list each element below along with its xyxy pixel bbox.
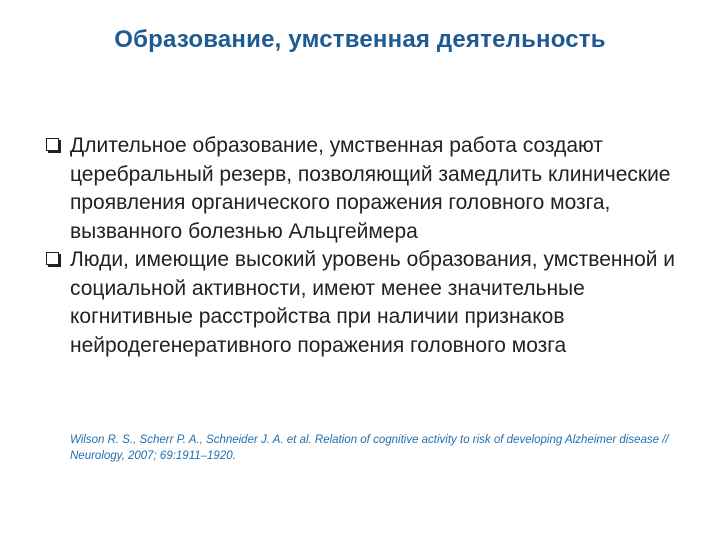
checkbox-bullet-icon: [46, 252, 59, 265]
slide-title: Образование, умственная деятельность: [114, 26, 606, 53]
bullet-list: [44, 132, 684, 360]
bullet-text: Длительное образование, умственная работа создают церебральный резерв, позволяющий замедлить клинические проявления органического поражения головного мозга, вызванного болезнью Альцгеймера: [70, 134, 671, 243]
bullet-text: Люди, имеющие высокий уровень образования, умственной и социальной активности, имеют менее значительные когнитивные расстройства при наличии признаков нейродегенеративного поражения головного мозга: [70, 248, 676, 357]
bullet-item: [44, 246, 684, 360]
bullet-item: [44, 132, 684, 246]
checkbox-bullet-icon: [46, 138, 59, 151]
citation: Wilson R. S., Scherr P. A., Schneider J. A. et al. Relation of cognitive activity to risk of developing Alzheimer disease // Neurology, 2007; 69:1911–1920.: [70, 434, 669, 462]
